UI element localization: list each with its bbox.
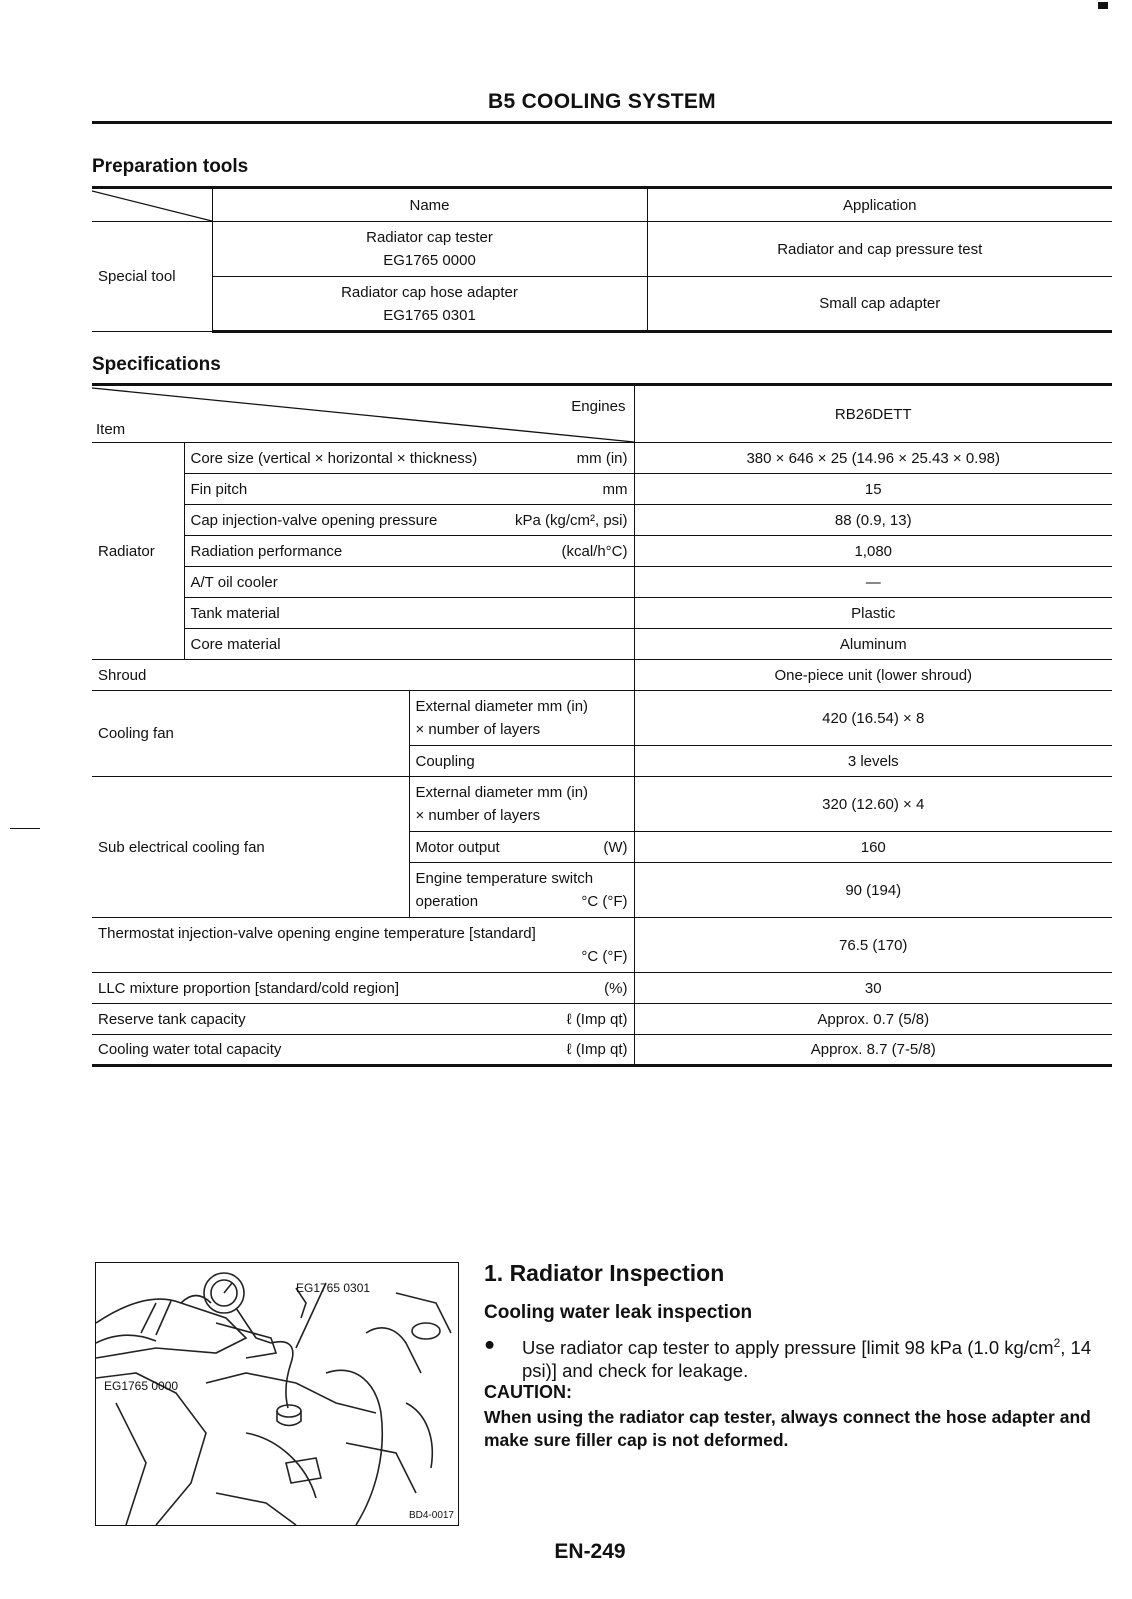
cooling-fan-ext-line1: External diameter mm (in) (415, 698, 589, 715)
prep-tools-table (92, 186, 1112, 333)
figure-label-tester: EG1765 0000 (104, 1379, 179, 1393)
bullet-text-a: Use radiator cap tester to apply pressure [limit 98 kPa (1.0 kg/cm (522, 1337, 1054, 1359)
shroud-value: One-piece unit (lower shroud) (634, 660, 1112, 691)
bullet-dot: ● (484, 1333, 496, 1354)
total-unit: ℓ (Imp qt) (566, 1041, 628, 1058)
spec-item: Core size (vertical × horizontal × thickness) (190, 449, 478, 467)
caution-heading: CAUTION: (484, 1382, 572, 1402)
thermostat-cell (92, 918, 634, 973)
specs-table (92, 383, 1112, 1067)
prep-header-application: Application (647, 188, 1112, 222)
caution-body: When using the radiator cap tester, always connect the hose adapter and make sure filler cap is not deformed. (484, 1407, 1091, 1450)
sub-fan-ext-cell (409, 777, 634, 832)
prep-tool-part: EG1765 0301 (383, 306, 476, 324)
spec-value: Aluminum (634, 629, 1112, 660)
prep-tool-application: Radiator and cap pressure test (647, 222, 1112, 277)
inspection-title: 1. Radiator Inspection (484, 1260, 725, 1286)
bullet-text-b: , 14 psi)] and check for leakage. (522, 1337, 1092, 1382)
prep-category: Special tool (92, 222, 212, 332)
spec-item: Radiation performance (190, 542, 343, 560)
prep-tool-name: Radiator cap tester (366, 229, 493, 246)
specs-heading: Specifications (92, 354, 221, 375)
prep-tool-cell (212, 222, 647, 277)
thermostat-value: 76.5 (170) (634, 918, 1112, 973)
motor-output-cell (409, 832, 634, 863)
reserve-label: Reserve tank capacity (98, 1010, 246, 1028)
prep-heading: Preparation tools (92, 156, 249, 177)
spec-item: Cap injection-valve opening pressure (190, 511, 438, 529)
motor-output-unit: (W) (603, 838, 628, 856)
coupling-value: 3 levels (634, 746, 1112, 777)
reserve-value: Approx. 0.7 (5/8) (634, 1004, 1112, 1035)
bullet-superscript: 2 (1053, 1336, 1061, 1350)
temp-switch-line1: Engine temperature switch (415, 870, 594, 887)
sub-fan-label: Sub electrical cooling fan (92, 777, 409, 918)
cooling-fan-ext-line2: × number of layers (415, 721, 541, 738)
spec-unit: kPa (kg/cm², psi) (514, 511, 628, 529)
page-number: EN-249 (554, 1540, 626, 1563)
corner-mark (1098, 2, 1108, 9)
prep-tool-cell (212, 277, 647, 332)
spec-unit: (kcal/h°C) (561, 542, 628, 560)
margin-mark (10, 828, 40, 829)
spec-value: 15 (634, 474, 1112, 505)
temp-switch-unit: °C (°F) (581, 893, 628, 910)
radiator-label: Radiator (92, 443, 184, 660)
llc-unit: (%) (604, 979, 628, 997)
diagonal-line (92, 386, 634, 444)
specs-header-item: Item (96, 421, 126, 438)
thermostat-label: Thermostat injection-valve opening engine temperature [standard] (98, 925, 536, 942)
spec-value: — (634, 567, 1112, 598)
page-title: B5 COOLING SYSTEM (488, 90, 716, 113)
spec-value: 1,080 (634, 536, 1112, 567)
spec-unit: mm (602, 480, 628, 498)
thermostat-unit: °C (°F) (581, 948, 628, 965)
spec-item: Tank material (190, 604, 280, 622)
inspection-subtitle: Cooling water leak inspection (484, 1302, 753, 1323)
engine-illustration (96, 1263, 458, 1525)
spec-value: 380 × 646 × 25 (14.96 × 25.43 × 0.98) (634, 443, 1112, 474)
prep-tool-application: Small cap adapter (647, 277, 1112, 332)
spec-item-cell (184, 474, 634, 505)
engine-name: RB26DETT (634, 385, 1112, 443)
spec-item: Core material (190, 635, 281, 653)
bullet-text (522, 1332, 1094, 1382)
specs-header-engines: Engines (571, 398, 626, 415)
spec-value: Plastic (634, 598, 1112, 629)
shroud-label: Shroud (92, 660, 634, 691)
motor-output-label: Motor output (415, 838, 500, 856)
spec-item-cell (184, 505, 634, 536)
total-label: Cooling water total capacity (98, 1041, 282, 1058)
sub-fan-ext-value: 320 (12.60) × 4 (634, 777, 1112, 832)
total-cell (92, 1035, 634, 1066)
spec-item-cell (184, 443, 634, 474)
diagonal-line (92, 189, 212, 223)
spec-value: 88 (0.9, 13) (634, 505, 1112, 536)
temp-switch-value: 90 (194) (634, 863, 1112, 918)
prep-header-name: Name (212, 188, 647, 222)
spec-item-cell (184, 567, 634, 598)
temp-switch-cell (409, 863, 634, 918)
llc-value: 30 (634, 973, 1112, 1004)
spec-item-cell (184, 629, 634, 660)
llc-label: LLC mixture proportion [standard/cold region] (98, 979, 399, 997)
sub-fan-ext-line1: External diameter mm (in) (415, 784, 589, 801)
spec-item: A/T oil cooler (190, 573, 278, 591)
motor-output-value: 160 (634, 832, 1112, 863)
spec-item-cell (184, 598, 634, 629)
figure-code: BD4-0017 (408, 1510, 454, 1521)
title-rule (92, 121, 1112, 124)
cooling-fan-label: Cooling fan (92, 691, 409, 777)
reserve-unit: ℓ (Imp qt) (566, 1010, 628, 1028)
figure-label-adapter: EG1765 0301 (296, 1281, 371, 1295)
total-value: Approx. 8.7 (7-5/8) (634, 1035, 1112, 1066)
temp-switch-line2: operation (415, 893, 479, 910)
reserve-cell (92, 1004, 634, 1035)
spec-item-cell (184, 536, 634, 567)
inspection-bullet (484, 1332, 1094, 1382)
llc-cell (92, 973, 634, 1004)
prep-diagonal-cell (92, 188, 212, 222)
specs-diagonal-cell (92, 385, 634, 443)
spec-unit: mm (in) (576, 449, 628, 467)
spec-item: Fin pitch (190, 480, 248, 498)
sub-fan-ext-line2: × number of layers (415, 807, 541, 824)
radiator-cap-tester-figure (95, 1262, 459, 1526)
coupling-label: Coupling (409, 746, 634, 777)
prep-tool-part: EG1765 0000 (383, 252, 476, 269)
cooling-fan-ext-cell (409, 691, 634, 746)
prep-tool-name: Radiator cap hose adapter (341, 283, 518, 301)
cooling-fan-ext-value: 420 (16.54) × 8 (634, 691, 1112, 746)
